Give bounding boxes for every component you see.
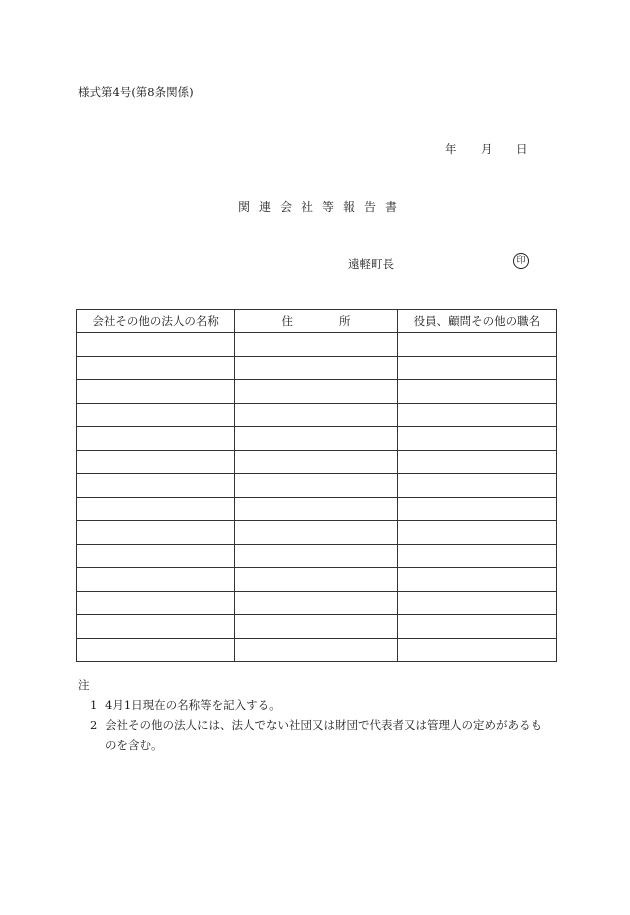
position-cell[interactable] [397, 568, 556, 592]
header-company-name: 会社その他の法人の名称 [77, 310, 235, 333]
date-year-label: 年 [445, 142, 457, 156]
company-name-cell[interactable] [77, 333, 235, 357]
date-month-label: 月 [481, 142, 493, 156]
table-row [77, 615, 557, 639]
position-cell[interactable] [397, 474, 556, 498]
position-cell[interactable] [397, 427, 556, 451]
address-cell[interactable] [235, 591, 397, 615]
address-cell[interactable] [235, 403, 397, 427]
company-name-cell[interactable] [77, 568, 235, 592]
position-cell[interactable] [397, 356, 556, 380]
position-cell[interactable] [397, 591, 556, 615]
document-title: 関連会社等報告書 [238, 200, 407, 214]
table-row [77, 497, 557, 521]
table-row [77, 638, 557, 662]
company-name-cell[interactable] [77, 427, 235, 451]
table-row [77, 474, 557, 498]
table-row [77, 403, 557, 427]
address-cell[interactable] [235, 356, 397, 380]
company-name-cell[interactable] [77, 497, 235, 521]
address-cell[interactable] [235, 474, 397, 498]
seal-mark-icon: 印 [513, 253, 529, 269]
address-cell[interactable] [235, 638, 397, 662]
address-cell[interactable] [235, 615, 397, 639]
table-row [77, 450, 557, 474]
date-day-label: 日 [516, 142, 528, 156]
position-cell[interactable] [397, 544, 556, 568]
header-address-part1: 住 [281, 314, 293, 328]
header-position: 役員、顧問その他の職名 [397, 310, 556, 333]
company-name-cell[interactable] [77, 521, 235, 545]
address-cell[interactable] [235, 497, 397, 521]
address-cell[interactable] [235, 333, 397, 357]
note-item-2 [90, 717, 542, 733]
address-cell[interactable] [235, 380, 397, 404]
position-cell[interactable] [397, 450, 556, 474]
position-cell[interactable] [397, 521, 556, 545]
table-row [77, 333, 557, 357]
address-cell[interactable] [235, 450, 397, 474]
notes-heading: 注 [78, 678, 90, 692]
company-name-cell[interactable] [77, 591, 235, 615]
company-name-cell[interactable] [77, 380, 235, 404]
address-cell[interactable] [235, 427, 397, 451]
address-cell[interactable] [235, 544, 397, 568]
table-row [77, 568, 557, 592]
note-item-1 [90, 697, 281, 713]
note-item-2-continuation: のを含む。 [105, 738, 163, 752]
company-name-cell[interactable] [77, 544, 235, 568]
note-number: 2 [90, 718, 98, 732]
address-cell[interactable] [235, 521, 397, 545]
company-name-cell[interactable] [77, 450, 235, 474]
position-cell[interactable] [397, 615, 556, 639]
header-address-part2: 所 [338, 314, 351, 328]
position-cell[interactable] [397, 333, 556, 357]
header-address [235, 310, 397, 333]
note-text: 4月1日現在の名称等を記入する。 [105, 698, 281, 712]
address-cell[interactable] [235, 568, 397, 592]
table-row [77, 591, 557, 615]
table-row [77, 521, 557, 545]
table-row [77, 380, 557, 404]
addressee-mayor: 遠軽町長 [348, 257, 394, 271]
related-company-table [76, 309, 557, 662]
form-number-label: 様式第4号(第8条関係) [78, 85, 194, 99]
table-body [77, 333, 557, 662]
table-row [77, 427, 557, 451]
table-header-row [77, 310, 557, 333]
table-row [77, 544, 557, 568]
company-name-cell[interactable] [77, 638, 235, 662]
company-name-cell[interactable] [77, 474, 235, 498]
company-name-cell[interactable] [77, 615, 235, 639]
position-cell[interactable] [397, 403, 556, 427]
note-number: 1 [90, 698, 98, 712]
table-row [77, 356, 557, 380]
position-cell[interactable] [397, 497, 556, 521]
position-cell[interactable] [397, 638, 556, 662]
note-text: 会社その他の法人には、法人でない社団又は財団で代表者又は管理人の定めがあるも [105, 718, 542, 732]
company-name-cell[interactable] [77, 356, 235, 380]
position-cell[interactable] [397, 380, 556, 404]
company-name-cell[interactable] [77, 403, 235, 427]
